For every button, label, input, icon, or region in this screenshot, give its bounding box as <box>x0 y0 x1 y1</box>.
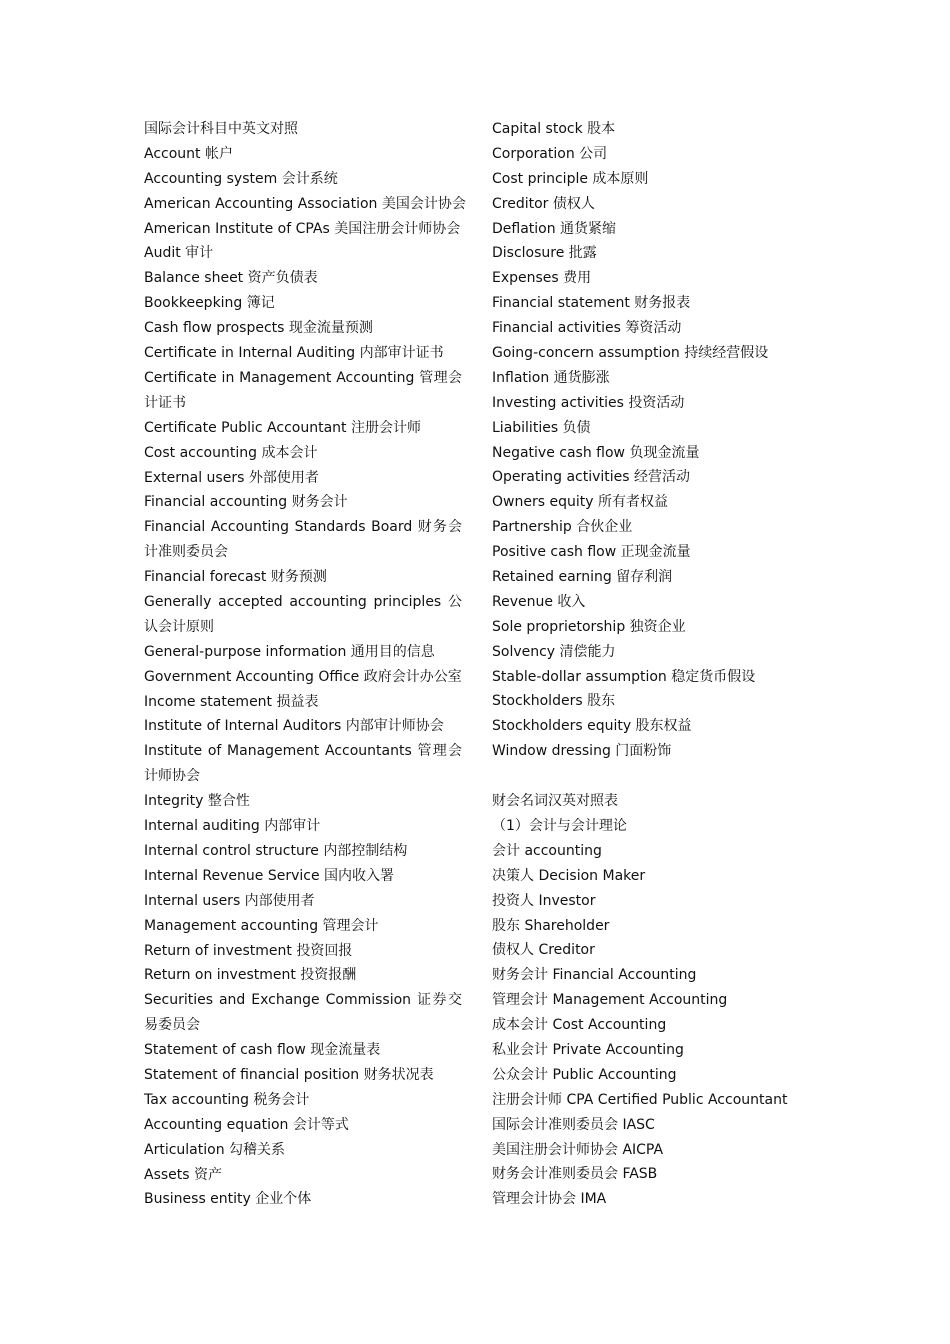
left-column <box>144 117 466 1212</box>
right-column-entry: Partnership 合伙企业 <box>492 519 633 536</box>
left-column-entry: Institute of Management Accountants 管理会计师协会 <box>144 743 462 785</box>
left-column-entry: Financial forecast 财务预测 <box>144 569 327 586</box>
left-column-entry: Return on investment 投资报酬 <box>144 967 357 984</box>
left-column-entry: Cost accounting 成本会计 <box>144 444 318 461</box>
right-column-entry: Stockholders equity 股东权益 <box>492 718 692 735</box>
right-column-entry: Deflation 通货紧缩 <box>492 220 617 237</box>
left-column-entry: Certificate in Management Accounting 管理会计证书 <box>144 369 462 411</box>
left-column-entry: Securities and Exchange Commission 证券交易委员会 <box>144 992 462 1034</box>
left-column-entry: Certificate Public Accountant 注册会计师 <box>144 419 421 436</box>
right-column-entry: Liabilities 负债 <box>492 419 591 436</box>
right-column-entry: 财会名词汉英对照表 <box>492 793 618 810</box>
right-column-entry: 会计 accounting <box>492 842 602 859</box>
left-column-entry: Accounting equation 会计等式 <box>144 1116 349 1133</box>
left-column-entry: Cash flow prospects 现金流量预测 <box>144 320 373 337</box>
left-column-entry: American Institute of CPAs 美国注册会计师协会 <box>144 220 461 237</box>
left-column-entry: External users 外部使用者 <box>144 469 319 486</box>
right-column-entry: 股东 Shareholder <box>492 917 610 934</box>
left-column-entry: Statement of cash flow 现金流量表 <box>144 1042 381 1059</box>
right-column-entry: Financial statement 财务报表 <box>492 295 691 312</box>
right-column-entry: Operating activities 经营活动 <box>492 469 691 486</box>
right-column-entry: 注册会计师 CPA Certified Public Accountant <box>492 1091 788 1108</box>
left-column-entry: Internal control structure 内部控制结构 <box>144 842 408 859</box>
right-column-entry: Creditor 债权人 <box>492 195 595 212</box>
right-column-entry: Sole proprietorship 独资企业 <box>492 618 686 635</box>
right-column-entry: Going-concern assumption 持续经营假设 <box>492 345 769 362</box>
left-column-entry: Account 帐户 <box>144 145 233 162</box>
right-column-entry: Negative cash flow 负现金流量 <box>492 444 700 461</box>
right-column-entry: 财务会计准则委员会 FASB <box>492 1166 658 1183</box>
right-column-entry: Window dressing 门面粉饰 <box>492 743 672 760</box>
left-column-entry: 国际会计科目中英文对照 <box>144 121 298 137</box>
left-column-entry: Financial accounting 财务会计 <box>144 494 348 511</box>
right-column-entry: Capital stock 股本 <box>492 121 616 137</box>
right-column-entry: 管理会计 Management Accounting <box>492 992 728 1009</box>
right-column-entry: 债权人 Creditor <box>492 942 595 959</box>
left-column-entry: Bookkeepking 簿记 <box>144 295 275 312</box>
left-column-entry: General-purpose information 通用目的信息 <box>144 643 435 660</box>
right-column-entry: 公众会计 Public Accounting <box>492 1066 677 1083</box>
blank-line <box>492 764 792 789</box>
left-column-entry: Internal auditing 内部审计 <box>144 818 321 835</box>
right-column-entry: Financial activities 筹资活动 <box>492 320 682 337</box>
right-column-entry: Revenue 收入 <box>492 593 586 610</box>
right-column-entry: Solvency 清偿能力 <box>492 643 616 660</box>
right-column-entry: 投资人 Investor <box>492 892 596 909</box>
right-column-entry: Stockholders 股东 <box>492 693 616 710</box>
left-column-entry: Certificate in Internal Auditing 内部审计证书 <box>144 345 444 362</box>
left-column-entry: Balance sheet 资产负债表 <box>144 270 318 287</box>
left-column-entry: Business entity 企业个体 <box>144 1191 312 1208</box>
left-column-entry: Internal Revenue Service 国内收入署 <box>144 867 395 884</box>
left-column-entry: Income statement 损益表 <box>144 693 319 710</box>
right-column-entry: Expenses 费用 <box>492 270 592 287</box>
left-column-entry: Generally accepted accounting principles 公认会计原则 <box>144 593 462 635</box>
left-column-entry: Statement of financial position 财务状况表 <box>144 1067 434 1083</box>
left-column-entry: American Accounting Association 美国会计协会 <box>144 195 466 212</box>
right-column-entry: 美国注册会计师协会 AICPA <box>492 1141 664 1158</box>
right-column-entry: Disclosure 批露 <box>492 245 597 262</box>
left-column-entry: Audit 审计 <box>144 245 214 262</box>
right-column-entry: 私业会计 Private Accounting <box>492 1041 684 1058</box>
left-column-entry: Assets 资产 <box>144 1166 223 1183</box>
right-column-entry: 管理会计协会 IMA <box>492 1191 607 1208</box>
left-column-entry: Internal users 内部使用者 <box>144 892 315 909</box>
right-column <box>492 117 792 1212</box>
right-column-entry: （1）会计与会计理论 <box>492 817 627 834</box>
right-column-entry: Positive cash flow 正现金流量 <box>492 544 691 561</box>
left-column-entry: Integrity 整合性 <box>144 793 250 810</box>
right-column-entry: Stable-dollar assumption 稳定货币假设 <box>492 668 756 685</box>
left-column-entry: Institute of Internal Auditors 内部审计师协会 <box>144 718 444 735</box>
left-column-entry: Government Accounting Office 政府会计办公室 <box>144 668 462 685</box>
right-column-entry: 决策人 Decision Maker <box>492 867 646 884</box>
right-column-entry: Corporation 公司 <box>492 145 608 162</box>
right-column-entry: Owners equity 所有者权益 <box>492 494 668 511</box>
right-column-entry: Cost principle 成本原则 <box>492 170 649 187</box>
right-column-entry: Inflation 通货膨涨 <box>492 369 610 386</box>
right-column-entry: 财务会计 Financial Accounting <box>492 967 697 984</box>
left-column-entry: Accounting system 会计系统 <box>144 170 338 187</box>
left-column-entry: Articulation 勾稽关系 <box>144 1141 286 1158</box>
left-column-entry: Return of investment 投资回报 <box>144 942 353 959</box>
right-column-entry: 成本会计 Cost Accounting <box>492 1017 667 1034</box>
left-column-entry: Tax accounting 税务会计 <box>144 1091 310 1108</box>
right-column-entry: 国际会计准则委员会 IASC <box>492 1116 655 1133</box>
right-column-entry: Retained earning 留存利润 <box>492 569 673 586</box>
left-column-entry: Management accounting 管理会计 <box>144 917 379 934</box>
left-column-entry: Financial Accounting Standards Board 财务会计准则委员会 <box>144 519 462 561</box>
right-column-entry: Investing activities 投资活动 <box>492 394 685 411</box>
